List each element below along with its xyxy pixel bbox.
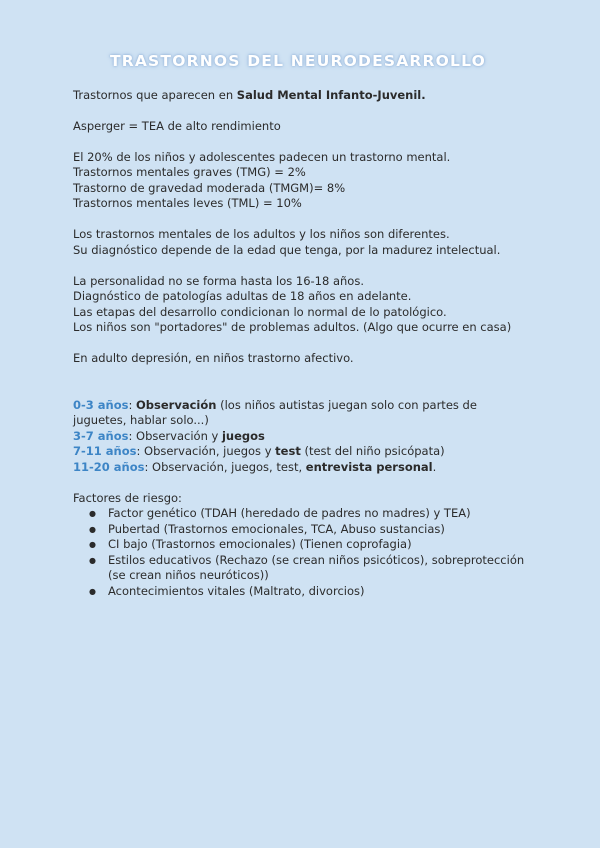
age-range: 0-3 años	[73, 397, 129, 412]
differences-line: Los trastornos mentales de los adultos y los niños son diferentes.	[73, 227, 450, 241]
intro-text: Trastornos que aparecen en	[73, 87, 237, 102]
risk-factor-item: ● CI bajo (Trastornos emocionales) (Tienen coprofagia)	[89, 537, 533, 553]
page-title: TRASTORNOS DEL NEURODESARROLLO	[109, 52, 487, 70]
prevalence-line: Trastornos mentales leves (TML) = 10%	[73, 196, 302, 210]
risk-heading: Factores de riesgo:	[73, 490, 182, 505]
asperger-line: Asperger = TEA de alto rendimiento	[73, 118, 281, 133]
intro-line	[73, 88, 533, 104]
personality-line: Las etapas del desarrollo condicionan lo normal de lo patológico.	[73, 304, 447, 319]
age-sep: : Observación y	[128, 428, 222, 443]
risk-factor-item: ● Factor genético (TDAH (heredado de padres no madres) y TEA)	[89, 506, 533, 522]
age-sep: :	[128, 397, 137, 412]
prevalence-line: Trastornos mentales graves (TMG) = 2%	[73, 165, 306, 179]
age-sep: : Observación, juegos y	[136, 444, 276, 458]
differences-line: Su diagnóstico depende de la edad que tenga, por la madurez intelectual.	[73, 242, 501, 257]
age-rest: .	[432, 459, 437, 474]
risk-factor-item: ● Estilos educativos (Rechazo (se crean niños psicóticos), sobreprotección (se crean niños neuróticos))	[89, 553, 533, 584]
personality-line: Diagnóstico de patologías adultas de 18 años en adelante.	[73, 289, 412, 303]
age-method: entrevista personal	[305, 459, 433, 474]
age-range: 7-11 años	[73, 444, 137, 458]
prevalence-line: Trastorno de gravedad moderada (TMGM)= 8%	[73, 180, 346, 195]
age-rest: (los niños autistas juegan solo con partes de juguetes, hablar solo...)	[73, 397, 477, 427]
age-stage	[73, 444, 533, 460]
age-stage	[73, 398, 533, 429]
age-stage	[73, 460, 533, 476]
age-rest: (test del niño psicópata)	[300, 444, 445, 458]
risk-factor-list	[73, 506, 533, 599]
personality-line: La personalidad no se forma hasta los 16-18 años.	[73, 273, 364, 288]
risk-factor-item: ● Pubertad (Trastornos emocionales, TCA, Abuso sustancias)	[89, 522, 533, 538]
intro-bold: Salud Mental Infanto-Juvenil.	[236, 87, 426, 102]
age-method: juegos	[221, 428, 265, 443]
age-range: 3-7 años	[73, 428, 129, 443]
age-method: Observación	[136, 397, 217, 412]
prevalence-line: El 20% de los niños y adolescentes padecen un trastorno mental.	[73, 149, 451, 164]
document-page	[73, 50, 533, 599]
age-sep: : Observación, juegos, test,	[144, 459, 306, 474]
age-method: test	[275, 444, 301, 458]
age-range: 11-20 años	[73, 459, 145, 474]
depression-line: En adulto depresión, en niños trastorno afectivo.	[73, 351, 354, 365]
personality-line: Los niños son "portadores" de problemas adultos. (Algo que ocurre en casa)	[73, 320, 512, 334]
age-stage	[73, 429, 533, 445]
risk-factor-item: ● Acontecimientos vitales (Maltrato, divorcios)	[89, 584, 533, 600]
